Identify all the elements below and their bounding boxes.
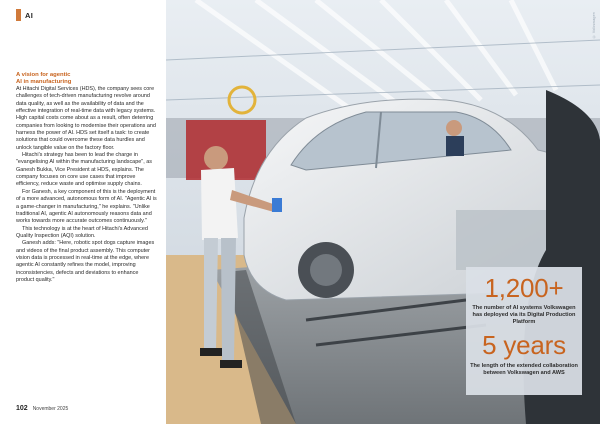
subheading-line-2: AI in manufacturing	[16, 79, 72, 86]
subheading-line-1: A vision for agentic	[16, 72, 71, 78]
article-subheading	[16, 72, 156, 87]
paragraph: For Ganesh, a key component of this is the deployment of a more advanced, autonomous form of AI. "Agentic AI is a game-changer in manufacturing," he explains. "Unlike traditional AI, agentic AI autonomously reasons data and works towards more accurate outcomes continuously."	[16, 188, 157, 225]
stat-caption-collaboration: The length of the extended collaboration between Volkswagen and AWS	[470, 363, 578, 376]
section-tag	[16, 9, 33, 21]
article-body	[16, 86, 158, 284]
stats-panel	[466, 267, 582, 395]
stat-number-collaboration: 5 years	[482, 330, 566, 360]
page-number: 102	[16, 405, 28, 412]
photo-credit: © Volkswagen	[592, 12, 596, 39]
section-tag-label: AI	[25, 10, 34, 20]
text-column	[0, 0, 166, 424]
paragraph: At Hitachi Digital Services (HDS), the company sees core challenges of tech-driven manufacturing revolve around data quality, as well as the availability of data and the effective integration of real-time data with legacy systems. High capital costs come about as a result, often deterring companies from looking to modernise their operations and harness the power of AI. HDS set itself a task: to create solutions that could overcome these data hurdles and unlock tangible value on the factory floor.	[16, 86, 156, 151]
stat-number-ai-systems: 1,200+	[484, 273, 564, 303]
stat-caption-ai-systems: The number of AI systems Volkswagen has deployed via its Digital Production Platform	[472, 305, 576, 325]
paragraph: This technology is at the heart of Hitachi's Advanced Quality Inspection (AQI) solution.	[16, 225, 148, 239]
page-footer	[16, 405, 68, 412]
section-tag-marker	[16, 9, 21, 21]
paragraph: Ganesh adds: "Here, robotic spot dogs capture images and videos of the final product assembly. This computer vision data is processed in real-time at the edge, where agentic AI constantly refines the model, improving inconsistencies, defects and deviations to enhance product quality."	[16, 240, 155, 283]
issue-date: November 2025	[32, 406, 69, 412]
paragraph: Hitachi's strategy has been to lead the charge in "evangelising AI within the manufacturing landscape", as Ganesh Bukka, Vice President at HDS, explains. The company focuses on core use cases that improve efficiency, reduce waste and optimise supply chains.	[16, 152, 152, 188]
